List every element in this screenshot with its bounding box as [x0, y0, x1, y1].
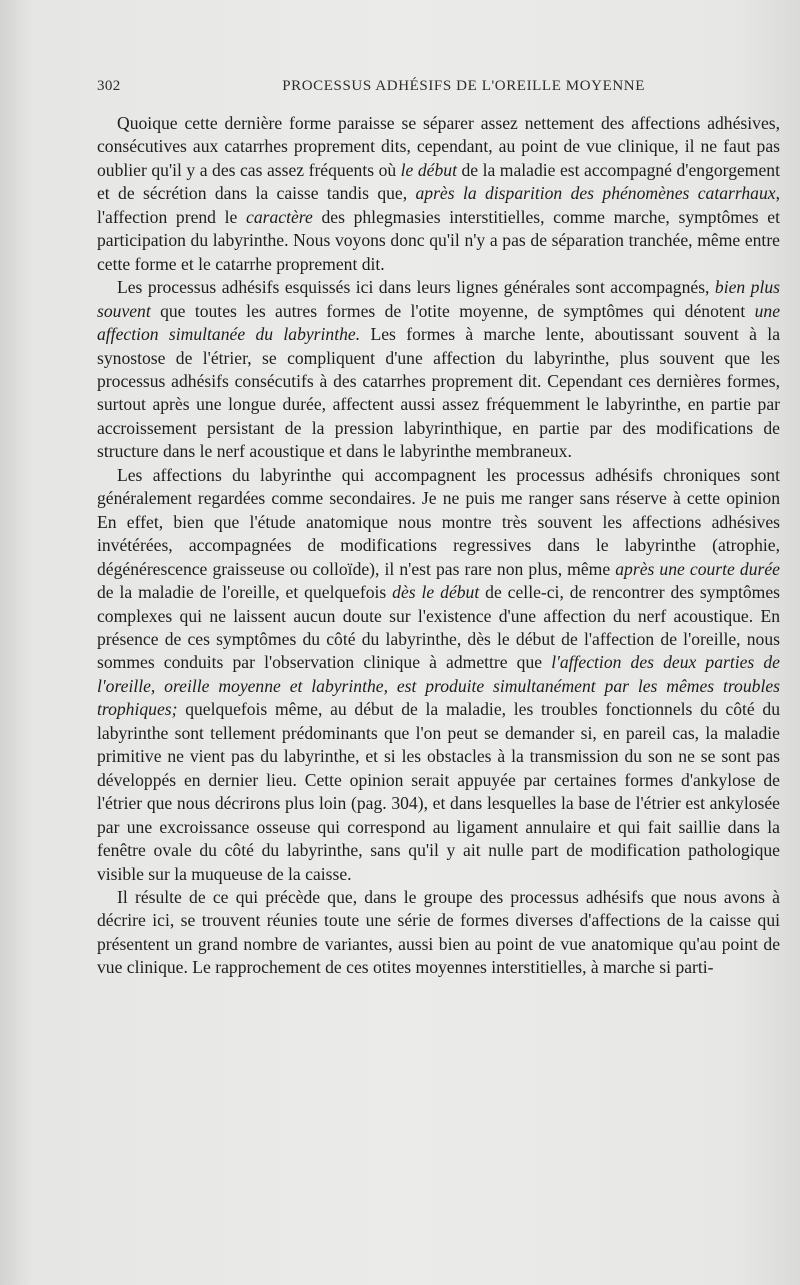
text-run: Il résulte de ce qui précède que, dans le groupe des processus adhésifs que nous avons à décrire ici, se trouvent réunies toute une série de formes diverses d'affections de la caisse qui présentent un grand nombre de variantes, aussi bien au point de vue anatomique qu'au point de vue clinique. Le rapprochement de ces otites moyennes interstitielles, à marche si parti-: [97, 886, 780, 978]
paragraph-3: [97, 464, 780, 886]
paragraph-2: [97, 276, 780, 464]
text-run: Les processus adhésifs esquissés ici dans leurs lignes générales sont accompagnés,: [117, 277, 715, 298]
text-run: de la maladie est accompagné d'engorgement et de sécrétion dans la caisse tandis que,: [97, 159, 780, 204]
paragraph-1: [97, 112, 780, 276]
text-run: quelquefois même, au début de la maladie, les troubles fonctionnels du côté du labyrinthe sont tellement prédominants que l'on peut se demander si, en pareil cas, la maladie primitive ne vient pas du labyrinthe, et si les obstacles à la transmission du son ne se sont pas développés en dernier lieu. Cette opinion serait appuyée par certaines formes d'ankylose de l'étrier que nous décrirons plus loin (pag. 304), et dans lesquelles la base de l'étrier est ankylosée par une excroissance osseuse qui correspond au ligament annulaire et qui fait saillie dans la fenêtre ovale du côté du labyrinthe, sans qu'il y ait nulle part de modification pathologique visible sur la muqueuse de la caisse.: [97, 699, 780, 884]
italic-text: après une courte durée: [615, 558, 780, 579]
text-run: des phlegmasies interstitielles, comme marche, symptômes et participation du labyrinthe. Nous voyons donc qu'il n'y a pas de séparation tranchée, même entre cette forme et le catarrhe proprement dit.: [97, 206, 780, 274]
page-header: [97, 78, 645, 100]
text-run: Quoique cette dernière forme paraisse se séparer assez nettement des affections adhésives, consécutives aux catarrhes proprement dits, cependant, au point de vue clinique, il ne faut pas oublier qu'il y a des cas assez fréquents où: [97, 113, 780, 180]
body-text: [97, 112, 780, 980]
italic-text: bien plus souvent: [97, 277, 780, 321]
italic-text: l'affection des deux parties de l'oreille, oreille moyenne et labyrinthe, est produite simultanément par les mêmes troubles trophiques;: [97, 652, 780, 720]
italic-text: une affection simultanée du labyrinthe.: [97, 300, 780, 345]
italic-text: le début: [400, 159, 457, 180]
page-number: 302: [97, 78, 121, 94]
text-run: Les affections du labyrinthe qui accompagnent les processus adhésifs chroniques sont généralement regardées comme secondaires. Je ne puis me ranger sans réserve à cette opinion En effet, bien que l'étude anatomique nous montre très souvent les affections adhésives invétérées, accompagnées de modifications regressives dans le labyrinthe (atrophie, dégénérescence graisseuse ou colloïde), il n'est pas rare non plus, même: [97, 464, 780, 579]
italic-text: dès le début: [392, 582, 480, 603]
italic-text: caractère: [246, 206, 313, 227]
text-run: , l'affection prend le: [97, 183, 780, 227]
paragraph-4: [97, 886, 780, 980]
text-run: de la maladie de l'oreille, et quelquefois: [97, 582, 393, 603]
text-run: Les formes à marche lente, aboutissant souvent à la synostose de l'étrier, se compliquent d'une affection du labyrinthe, plus souvent que les processus adhésifs consécutifs à des catarrhes proprement dit. Cependant ces dernières formes, surtout après une longue durée, affectent aussi assez fréquemment le labyrinthe, en partie par accroissement persistant de la pression labyrinthique, en partie par des modifications de structure dans le nerf acoustique et dans le labyrinthe membraneux.: [97, 324, 780, 462]
running-title: PROCESSUS ADHÉSIFS DE L'OREILLE MOYENNE: [282, 78, 645, 94]
text-run: de celle-ci, de rencontrer des symptômes complexes qui ne laissent aucun doute sur l'existence d'une affection du nerf acoustique. En présence de ces symptômes du côté du labyrinthe, dès le début de l'affection de l'oreille, nous sommes conduits par l'observation clinique à admettre que: [97, 582, 780, 673]
italic-text: après la disparition des phénomènes catarrhaux: [415, 183, 776, 204]
text-run: que toutes les autres formes de l'otite moyenne, de symptômes qui dénotent: [150, 300, 755, 321]
